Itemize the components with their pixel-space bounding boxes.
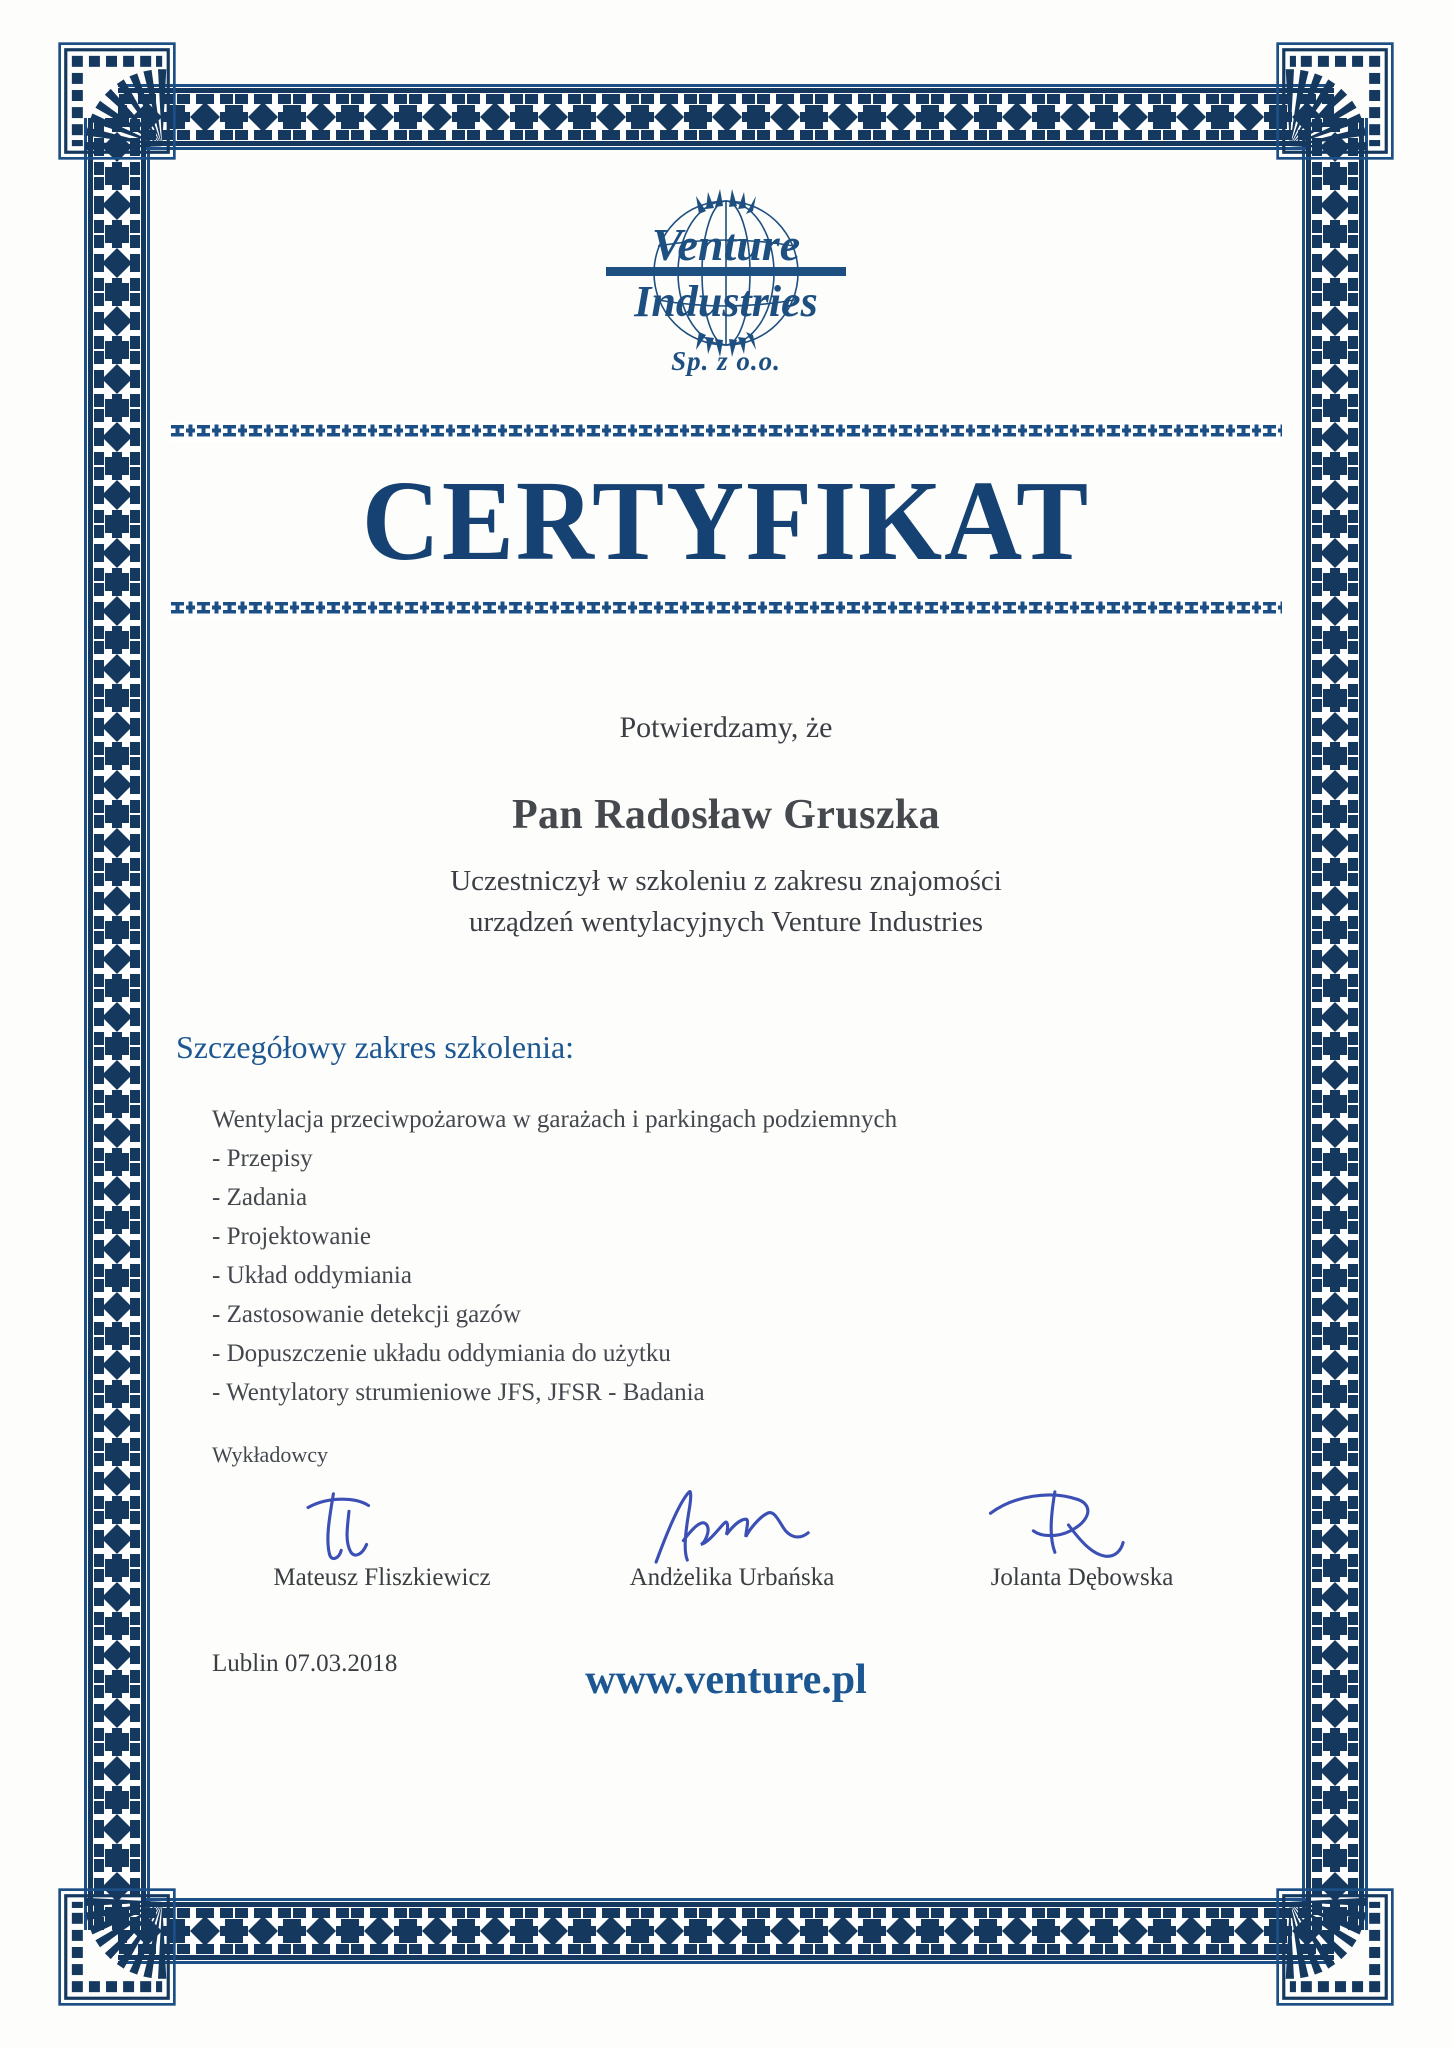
signatory-name: Mateusz Fliszkiewicz [273,1563,491,1591]
frame-rule-bottom-inner [118,1898,1334,1901]
frame-rule-right-inner [1302,118,1305,1930]
logo-legal-form: Sp. z o.o. [671,346,781,376]
corner-ornament-bottom-left [56,1886,178,2008]
signatory-name: Jolanta Dębowska [990,1563,1174,1591]
frame-rule-bottom-outer [118,1961,1334,1964]
frame-rule-right-outer [1365,118,1368,1930]
frame-band-bottom [118,1902,1334,1960]
signatory-name: Andżelika Urbańska [629,1563,835,1591]
certificate-footer [170,1644,1282,1714]
globe-icon [596,178,856,368]
logo-line1-text: Venture [651,219,801,270]
frame-band-top [118,88,1334,146]
signature-mark-icon [232,1486,525,1564]
scope-intro: Wentylacja przeciwpożarowa w garażach i parkingach podziemnych [212,1105,898,1133]
signature-block-2 [582,1486,882,1592]
corner-ornament-top-right [1274,40,1396,162]
signature-row [170,1486,1282,1592]
list-item: - Zastosowanie detekcji gazów [212,1300,521,1328]
confirmation-line: Potwierdzamy, że [619,710,833,744]
list-item: - Przepisy [212,1144,313,1172]
recipient-name: Pan Radosław Gruszka [511,791,941,838]
corner-ornament-bottom-right [1274,1886,1396,2008]
list-item: - Projektowanie [212,1222,371,1250]
frame-band-right [1306,118,1364,1930]
signature-block-1 [232,1486,532,1592]
signature-mark-icon [582,1486,875,1564]
scope-list [212,1100,1282,1412]
logo-line2-text: Industries [634,277,818,326]
place-and-date: Lublin 07.03.2018 [212,1649,398,1677]
company-logo [170,178,1282,376]
list-item: - Dopuszczenie układu oddymiania do użytku [212,1339,671,1367]
frame-rule-left-outer [84,118,87,1930]
lecturers-label: Wykładowcy [212,1441,328,1467]
title-ornament-top [170,422,1282,442]
corner-ornament-top-left [56,40,178,162]
list-item: - Układ oddymiania [212,1261,412,1289]
page-title: CERTYFIKAT [361,458,1091,585]
signature-block-3 [932,1486,1232,1592]
frame-band-left [88,118,146,1930]
website-url[interactable]: www.venture.pl [585,1656,867,1703]
description-line-2: urządzeń wentylacyjnych Venture Industries [468,905,984,938]
frame-rule-left-inner [147,118,150,1930]
frame-rule-top-outer [118,84,1334,87]
title-ornament-bottom [170,599,1282,619]
list-item: - Zadania [212,1183,308,1211]
certificate-content [170,150,1282,1898]
signature-mark-icon [932,1486,1225,1564]
scope-heading: Szczegółowy zakres szkolenia: [176,1028,575,1065]
description-line-1: Uczestniczył w szkoleniu z zakresu znajomości [450,864,1002,897]
list-item: - Wentylatory strumieniowe JFS, JFSR - Badania [212,1378,705,1406]
